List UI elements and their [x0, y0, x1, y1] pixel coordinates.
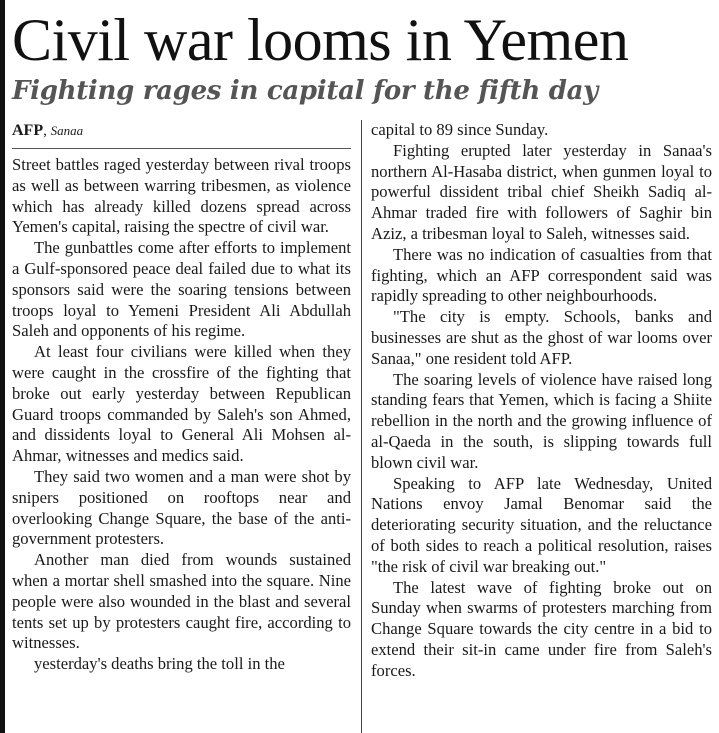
paragraph: Speaking to AFP late Wednesday, United Nations envoy Jamal Benomar said the deteriorating security situation, and the reluctance of both sides to reach a political resolution, raises "the risk of civil war breaking out.": [371, 473, 712, 576]
paragraph: Fighting erupted later yesterday in Sanaa's northern Al-Hasaba district, when gunmen loyal to powerful dissident tribal chief Sheikh Sadiq al-Ahmar traded fire with followers of Saghir bin Aziz, a tribesman loyal to Saleh, witnesses said.: [371, 140, 712, 243]
byline-agency: AFP: [12, 122, 44, 139]
byline-separator: ,: [43, 123, 51, 139]
paragraph: The gunbattles come after efforts to implement a Gulf-sponsored peace deal failed due to what its sponsors said were the soaring tensions between troops loyal to Yemeni President Ali Abdullah Saleh and opponents of his regime.: [12, 238, 351, 341]
article-column-left: [12, 120, 351, 675]
headline: Civil war looms in Yemen: [12, 7, 629, 73]
paragraph: There was no indication of casualties from that fighting, which an AFP correspondent said was rapidly spreading to other neighbourhoods.: [371, 244, 712, 306]
column-divider: [361, 120, 362, 733]
paragraph: At least four civilians were killed when they were caught in the crossfire of the fighting that broke out early yesterday between Republican Guard troops commanded by Saleh's son Ahmed, and dissidents loyal to General Ali Mohsen al-Ahmar, witnesses and medics said.: [12, 342, 351, 466]
paragraph: "The city is empty. Schools, banks and businesses are shut as the ghost of war looms over Sanaa," one resident told AFP.: [371, 307, 712, 368]
paragraph: The soaring levels of violence have raised long standing fears that Yemen, which is facing a Shiite rebellion in the north and the growing influence of al-Qaeda in the south, is slipping towards full blown civil war.: [371, 369, 712, 472]
paragraph: Another man died from wounds sustained when a mortar shell smashed into the square. Nine people were also wounded in the blast and several tents set up by protesters caught fire, according to witnesses.: [12, 550, 351, 653]
paragraph: Street battles raged yesterday between rival troops as well as between warring tribesmen, as violence which has already killed dozens spread across Yemen's capital, raising the spectre of civil war.: [12, 155, 351, 237]
paragraph: The latest wave of fighting broke out on Sunday when swarms of protesters marching from Change Square towards the city centre in a bid to extend their sit-in came under fire from Saleh's forces.: [371, 577, 712, 680]
article-column-right: [371, 120, 712, 682]
left-edge-rule: [0, 0, 5, 733]
paragraph: yesterday's deaths bring the toll in the: [34, 654, 285, 674]
byline-location: Sanaa: [50, 123, 84, 138]
subheadline: Fighting rages in capital for the fifth day: [12, 76, 598, 106]
paragraph-continuation: capital to 89 since Sunday.: [371, 120, 549, 139]
byline: [12, 120, 351, 149]
paragraph: They said two women and a man were shot by snipers positioned on rooftops near and overlooking Change Square, the base of the anti-government protesters.: [12, 466, 351, 549]
